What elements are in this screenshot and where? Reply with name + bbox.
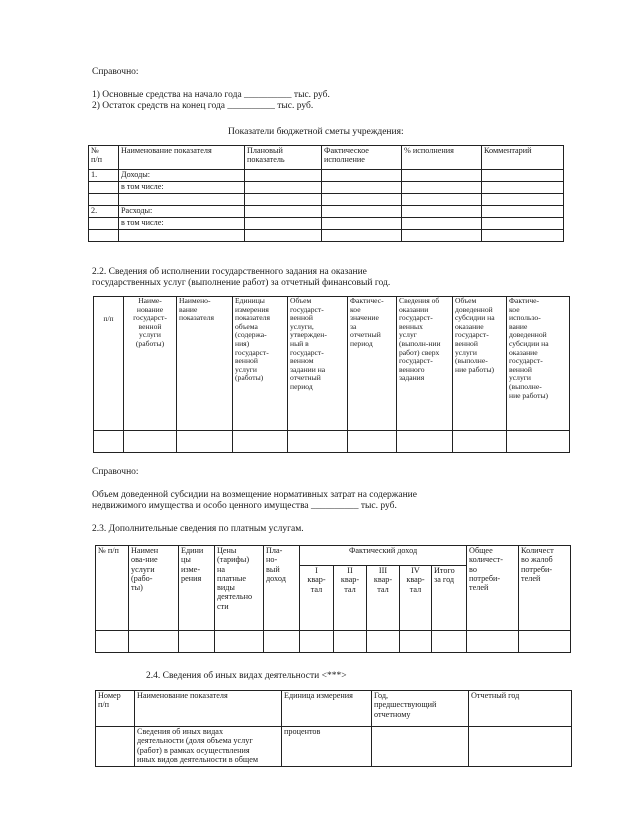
header-percent: % исполнения [402, 146, 482, 170]
section-2-2-title-line1: 2.2. Сведения об исполнении государственного задания на оказание [92, 267, 367, 277]
fixed-assets-line: 1) Основные средства на начало года __________ тыс. руб. [92, 90, 330, 100]
header-number: № п/п [96, 546, 129, 631]
cell [322, 206, 402, 218]
cell [322, 230, 402, 242]
row-number [89, 194, 119, 206]
reference-title-2: Справочно: [92, 467, 139, 477]
header-q3: III квар- тал [367, 566, 400, 631]
cell [482, 230, 564, 242]
cell [94, 431, 124, 453]
cell [467, 631, 519, 653]
header-q2: II квар- тал [334, 566, 367, 631]
section-2-4-title: 2.4. Сведения об иных видах деятельности <***> [146, 671, 347, 681]
header-comment: Комментарий [482, 146, 564, 170]
header-prices: Цены (тарифы) на платные виды деятельно сти [215, 546, 264, 631]
cell [179, 631, 215, 653]
table-row [89, 194, 564, 206]
cell [233, 431, 288, 453]
cell [245, 194, 322, 206]
row-number: 1. [89, 170, 119, 182]
cell [129, 631, 179, 653]
cell [402, 206, 482, 218]
reference-title-1: Справочно: [92, 67, 139, 77]
table-row [89, 182, 564, 194]
cell [245, 182, 322, 194]
cell [322, 170, 402, 182]
section-2-2-title-line2: государственных услуг (выполнение работ) за отчетный финансовый год. [92, 278, 391, 288]
header-consumers-count: Общее количест- во потреби- телей [467, 546, 519, 631]
table-row [89, 230, 564, 242]
header-year-total: Итого за год [432, 566, 467, 631]
paid-services-table [95, 545, 571, 653]
cell [469, 727, 572, 767]
header-beyond-assignment: Сведения об оказании государст- венных услуг (выполн-нии работ) сверх государст- венного задания [397, 297, 453, 431]
header-actual-value: Фактичес- кое значение за отчетный период [348, 297, 397, 431]
header-indicator-name: Наименование показателя [119, 146, 245, 170]
table-row [96, 727, 572, 767]
cell [400, 631, 432, 653]
header-q4: IV квар- тал [400, 566, 432, 631]
cell [402, 230, 482, 242]
header-previous-year: Год, предшествующий отчетному [372, 691, 469, 727]
section-2-3-title: 2.3. Дополнительные сведения по платным услугам. [92, 524, 304, 534]
cell [482, 170, 564, 182]
header-row [96, 691, 572, 727]
cell [322, 218, 402, 230]
cell [367, 631, 400, 653]
row-label: Доходы: [119, 170, 245, 182]
cell [245, 218, 322, 230]
cell [402, 182, 482, 194]
cell [482, 218, 564, 230]
cell [245, 170, 322, 182]
cell [402, 170, 482, 182]
header-approved-volume: Объем государст- венной услуги, утвержден- ный в государст- венном задании на отчетный период [288, 297, 348, 431]
cell [519, 631, 571, 653]
cell [322, 182, 402, 194]
cell [322, 194, 402, 206]
cell [245, 206, 322, 218]
header-number: п/п [94, 297, 124, 431]
header-units: Едини цы изме- рения [179, 546, 215, 631]
row-label: Сведения об иных видах деятельности (доля объема услуг (работ) в рамках осуществления иных видов деятельности в общем [135, 727, 282, 767]
header-actual: Фактическое исполнение [322, 146, 402, 170]
cell [402, 194, 482, 206]
table-row [89, 170, 564, 182]
cell [215, 631, 264, 653]
cell [177, 431, 233, 453]
header-unit: Единица измерения [282, 691, 372, 727]
cell [507, 431, 570, 453]
row-number: 2. [89, 206, 119, 218]
cell [288, 431, 348, 453]
cell [245, 230, 322, 242]
cell [482, 194, 564, 206]
cell [397, 431, 453, 453]
row-label: в том числе: [119, 182, 245, 194]
row-label [119, 230, 245, 242]
row-label: в том числе: [119, 218, 245, 230]
header-q1: I квар- тал [300, 566, 334, 631]
cell [348, 431, 397, 453]
header-subsidy-volume: Объем доведенной субсидии на оказание государст- венной услуги (выполне- ние работы) [453, 297, 507, 431]
other-activities-table [95, 690, 572, 767]
cell [482, 182, 564, 194]
header-complaints-count: Количест во жалоб потреби- телей [519, 546, 571, 631]
table-row [94, 431, 570, 453]
header-subsidy-use: Фактиче- кое использо- вание доведенной субсидии на оказание государст- венной услуги (выполне- ние работы) [507, 297, 570, 431]
cell [482, 206, 564, 218]
header-indicator-name: Наимено- вание показателя [177, 297, 233, 431]
cell [96, 631, 129, 653]
table-row [89, 218, 564, 230]
header-service-name: Наиме- нование государст- венной услуги (работы) [124, 297, 177, 431]
header-planned: Плановый показатель [245, 146, 322, 170]
header-number: № п/п [89, 146, 119, 170]
cell [124, 431, 177, 453]
header-row [96, 546, 571, 566]
cell [453, 431, 507, 453]
header-units: Единицы измерения показателя объема (содержа- ния) государст- венной услуги (работы) [233, 297, 288, 431]
state-assignment-table [93, 296, 570, 453]
header-number: Номер п/п [96, 691, 135, 727]
cell [402, 218, 482, 230]
row-label: Расходы: [119, 206, 245, 218]
table-row [89, 206, 564, 218]
header-planned-income: Пла- но- вый доход [264, 546, 300, 631]
row-number [96, 727, 135, 767]
cell [264, 631, 300, 653]
header-reporting-year: Отчетный год [469, 691, 572, 727]
cell [372, 727, 469, 767]
row-unit: процентов [282, 727, 372, 767]
header-indicator-name: Наименование показателя [135, 691, 282, 727]
remaining-funds-line: 2) Остаток средств на конец года __________ тыс. руб. [92, 101, 314, 111]
subsidy-line2: недвижимого имущества и особо ценного имущества __________ тыс. руб. [92, 501, 397, 511]
header-row [94, 297, 570, 431]
header-actual-income: Фактический доход [300, 546, 467, 566]
budget-table [88, 145, 564, 242]
cell [300, 631, 334, 653]
table-row [96, 631, 571, 653]
row-number [89, 218, 119, 230]
row-label [119, 194, 245, 206]
subsidy-line1: Объем доведенной субсидии на возмещение нормативных затрат на содержание [92, 490, 417, 500]
row-number [89, 182, 119, 194]
header-service-name: Наимен ова-ние услуги (рабо- ты) [129, 546, 179, 631]
cell [432, 631, 467, 653]
budget-header-row [89, 146, 564, 170]
row-number [89, 230, 119, 242]
budget-estimate-title: Показатели бюджетной сметы учреждения: [228, 127, 404, 137]
cell [334, 631, 367, 653]
